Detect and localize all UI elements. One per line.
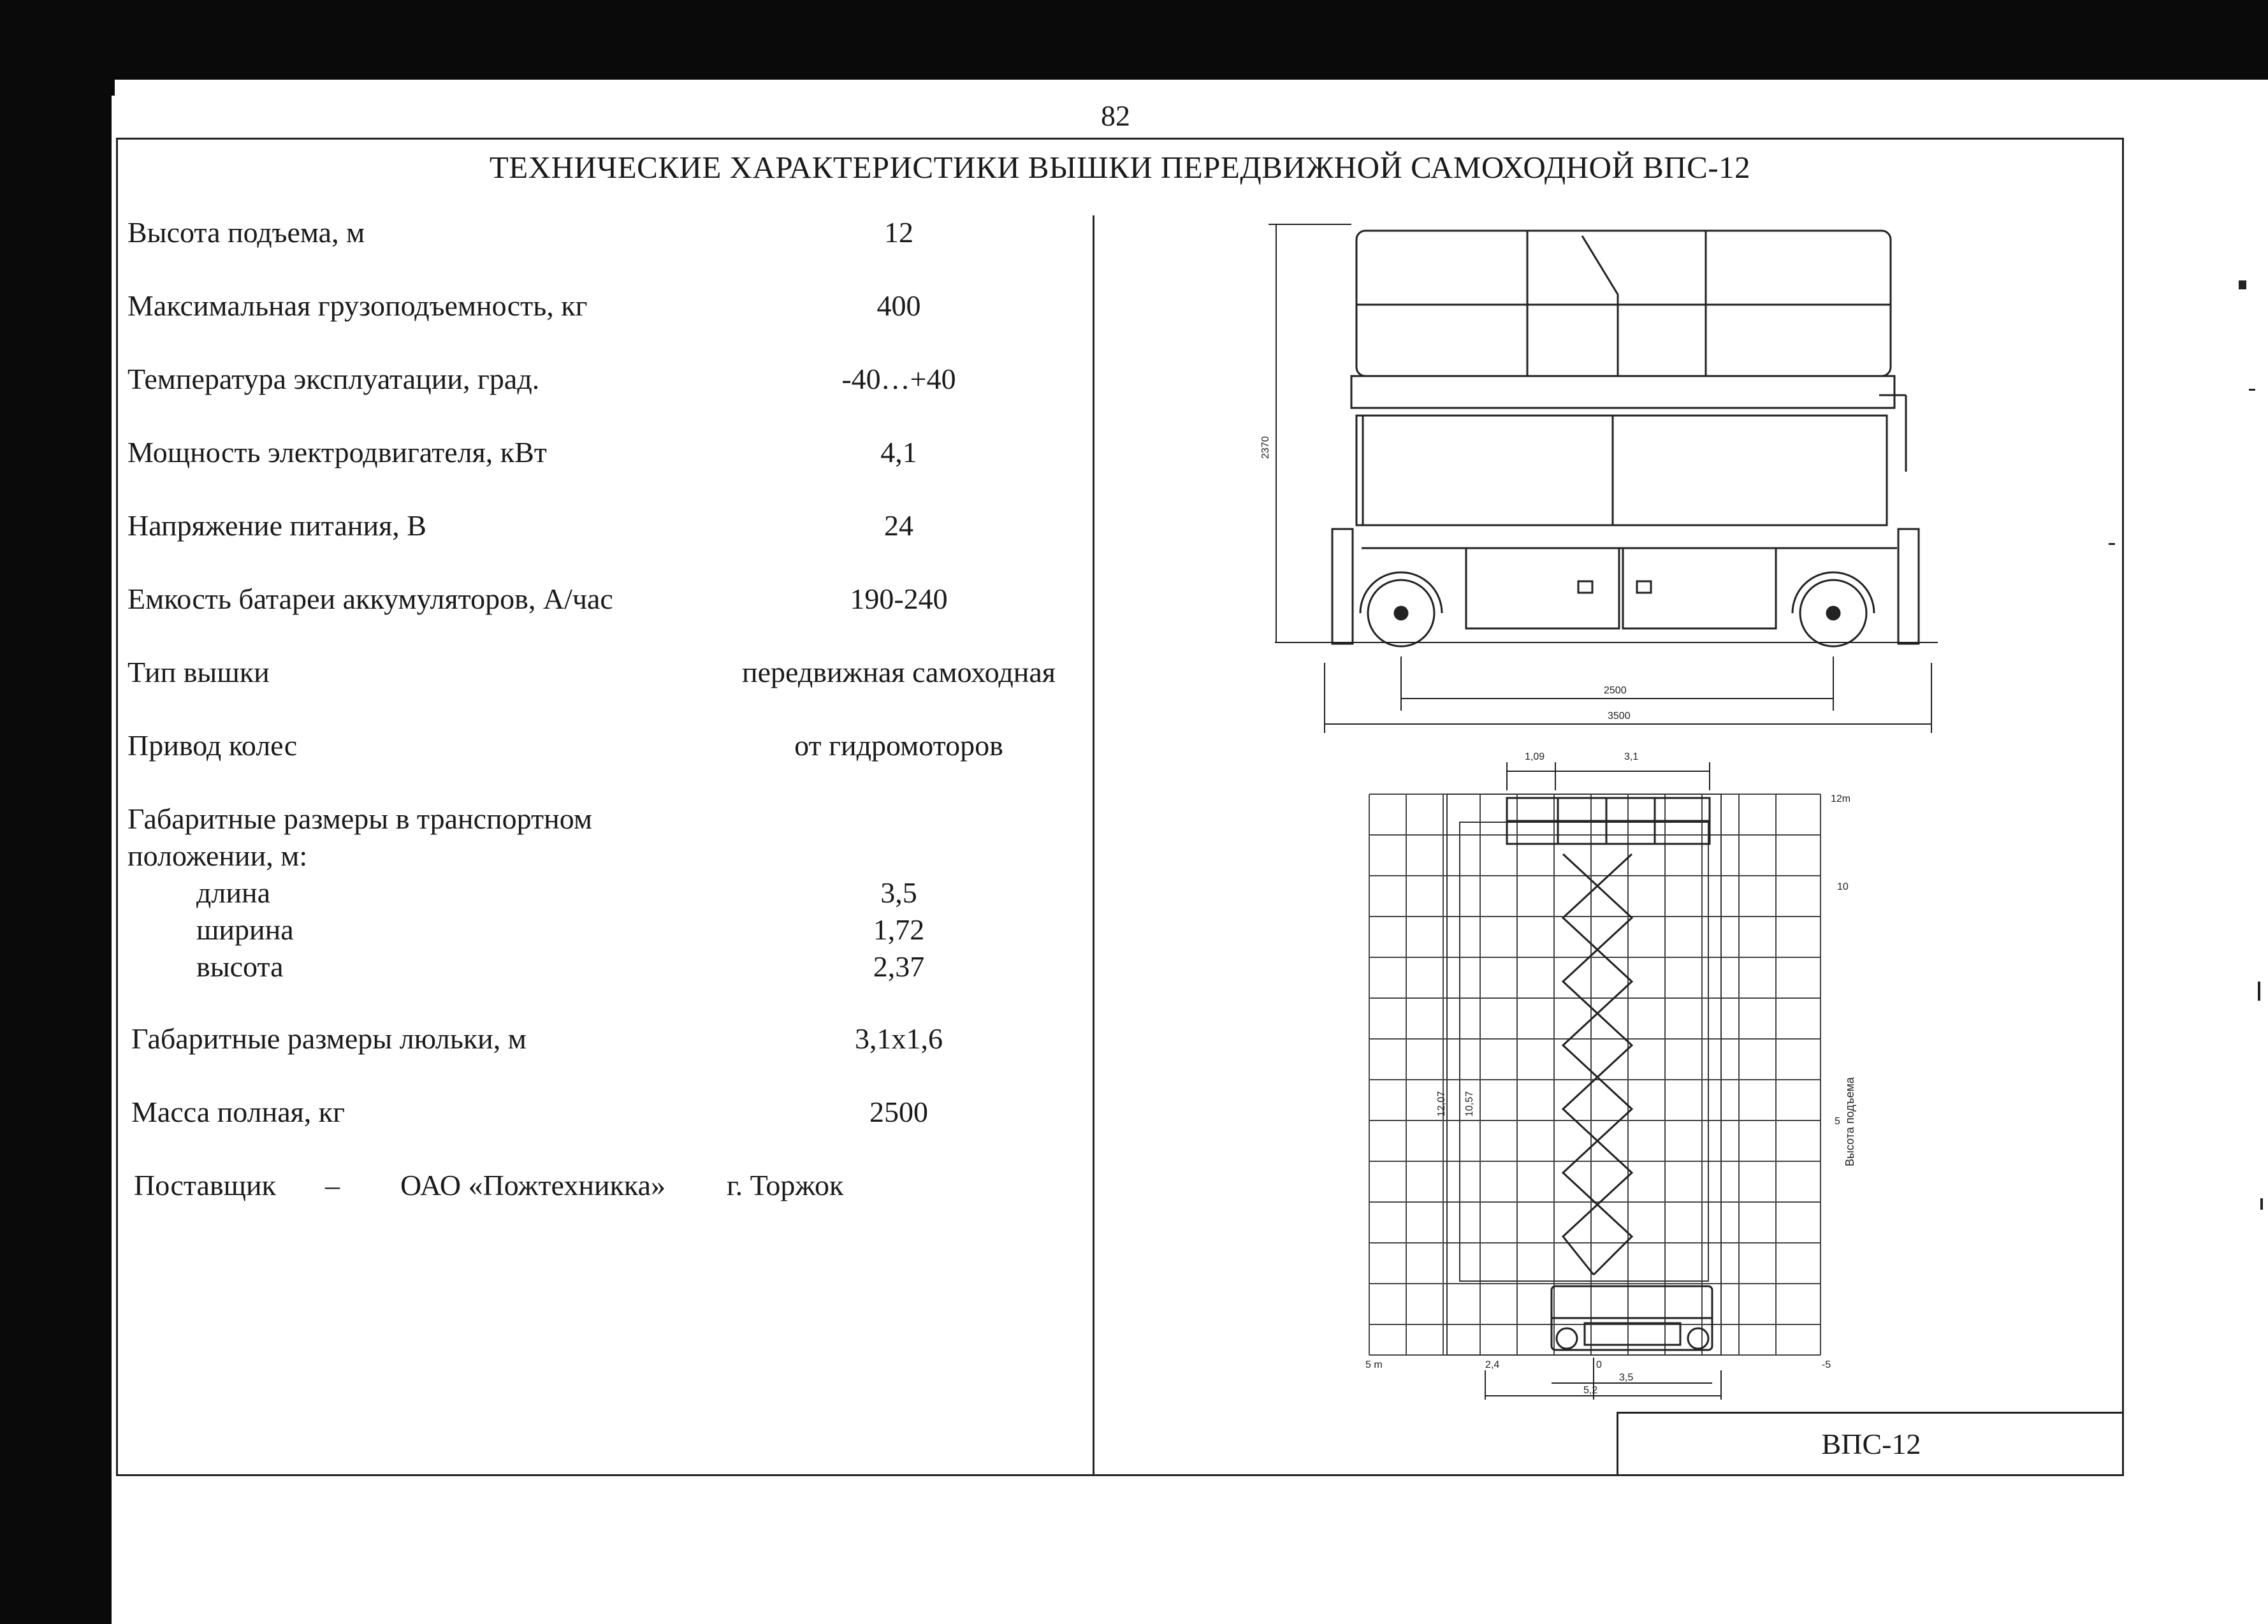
reach-bottom-tick-0: 0 xyxy=(1596,1359,1602,1370)
mass-label: Масса полная, кг xyxy=(131,1096,345,1128)
spec-value-voltage: 24 xyxy=(884,509,913,542)
page-title: ТЕХНИЧЕСКИЕ ХАРАКТЕРИСТИКИ ВЫШКИ ПЕРЕДВИЖНОЙ САМОХОДНОЙ ВПС-12 xyxy=(489,150,1751,185)
side-view-dimensions xyxy=(1268,224,1931,733)
spec-label-battery: Емкость батареи аккумуляторов, А/час xyxy=(127,583,613,615)
dimension-value-length: 3,5 xyxy=(880,876,917,909)
dimensions-heading-line2: положении, м: xyxy=(127,839,308,872)
spec-value-wheel-drive: от гидромоторов xyxy=(794,729,1003,762)
reach-dim-top-1: 1,09 xyxy=(1525,751,1545,762)
side-view-wheelbase-dim: 2500 xyxy=(1604,685,1627,696)
dimensions-heading-line1: Габаритные размеры в транспортном xyxy=(127,802,593,835)
scan-speck xyxy=(2249,389,2255,391)
dimension-label-length: длина xyxy=(196,876,271,909)
supplier-company: ОАО «Пожтехникка» xyxy=(400,1169,665,1201)
spec-label-voltage: Напряжение питания, В xyxy=(127,509,426,542)
spec-value-temperature: -40…+40 xyxy=(841,363,956,395)
supplier-dash: – xyxy=(325,1169,340,1201)
spec-value-type: передвижная самоходная xyxy=(742,656,1056,688)
reach-height-tick-12: 12m xyxy=(1831,794,1851,804)
scan-speck xyxy=(2109,543,2115,545)
spec-label-type: Тип вышки xyxy=(127,656,270,688)
scan-speck xyxy=(2239,280,2246,289)
reach-bottom-tick-minus5: -5 xyxy=(1822,1359,1831,1370)
scan-speck xyxy=(2260,1198,2263,1210)
spec-label-motor-power: Мощность электродвигателя, кВт xyxy=(127,436,547,468)
reach-height-axis-label: Высота подъема xyxy=(1843,1077,1856,1166)
basket-size-label: Габаритные размеры люльки, м xyxy=(131,1022,527,1055)
spec-value-motor-power: 4,1 xyxy=(880,436,917,468)
spec-value-battery: 190-240 xyxy=(850,583,948,615)
spec-label-temperature: Температура эксплуатации, град. xyxy=(127,363,540,395)
reach-bottom-tick-5m: 5 m xyxy=(1365,1359,1383,1370)
side-view-length-dim: 3500 xyxy=(1608,711,1631,721)
model-stamp: ВПС-12 xyxy=(1617,1412,2124,1476)
reach-bottom-dim-3-5: 3,5 xyxy=(1619,1372,1634,1383)
spec-value-lift-height: 12 xyxy=(884,216,913,249)
spec-label-wheel-drive: Привод колес xyxy=(127,729,298,762)
scan-speck xyxy=(2258,982,2260,1001)
reach-height-tick-5: 5 xyxy=(1835,1116,1840,1127)
reach-height-tick-10: 10 xyxy=(1837,881,1849,892)
mass-value: 2500 xyxy=(869,1096,928,1128)
side-view-height-dim: 2370 xyxy=(1260,436,1271,459)
reach-vertical-dim-1: 12,07 xyxy=(1436,1091,1447,1117)
side-view-drawing xyxy=(1275,231,1938,646)
supplier-city: г. Торжок xyxy=(727,1169,844,1201)
spec-label-lift-height: Высота подъема, м xyxy=(127,216,365,249)
dimension-label-width: ширина xyxy=(196,913,294,946)
reach-diagram-lift xyxy=(1507,798,1712,1350)
page-number: 82 xyxy=(1101,99,1130,132)
dimension-value-width: 1,72 xyxy=(873,913,925,946)
reach-bottom-tick-2-4: 2,4 xyxy=(1485,1359,1500,1370)
basket-size-value: 3,1x1,6 xyxy=(855,1022,943,1055)
supplier-label: Поставщик xyxy=(134,1169,276,1201)
spec-label-capacity: Максимальная грузоподъемность, кг xyxy=(127,289,588,322)
dimension-label-height: высота xyxy=(196,950,284,983)
dimension-value-height: 2,37 xyxy=(873,950,925,983)
reach-diagram-dimensions xyxy=(1485,762,1721,1400)
reach-bottom-dim-5-2: 5,2 xyxy=(1583,1385,1598,1396)
reach-dim-top-2: 3,1 xyxy=(1624,751,1639,762)
spec-value-capacity: 400 xyxy=(876,289,921,322)
reach-vertical-dim-2: 10,57 xyxy=(1464,1091,1475,1117)
